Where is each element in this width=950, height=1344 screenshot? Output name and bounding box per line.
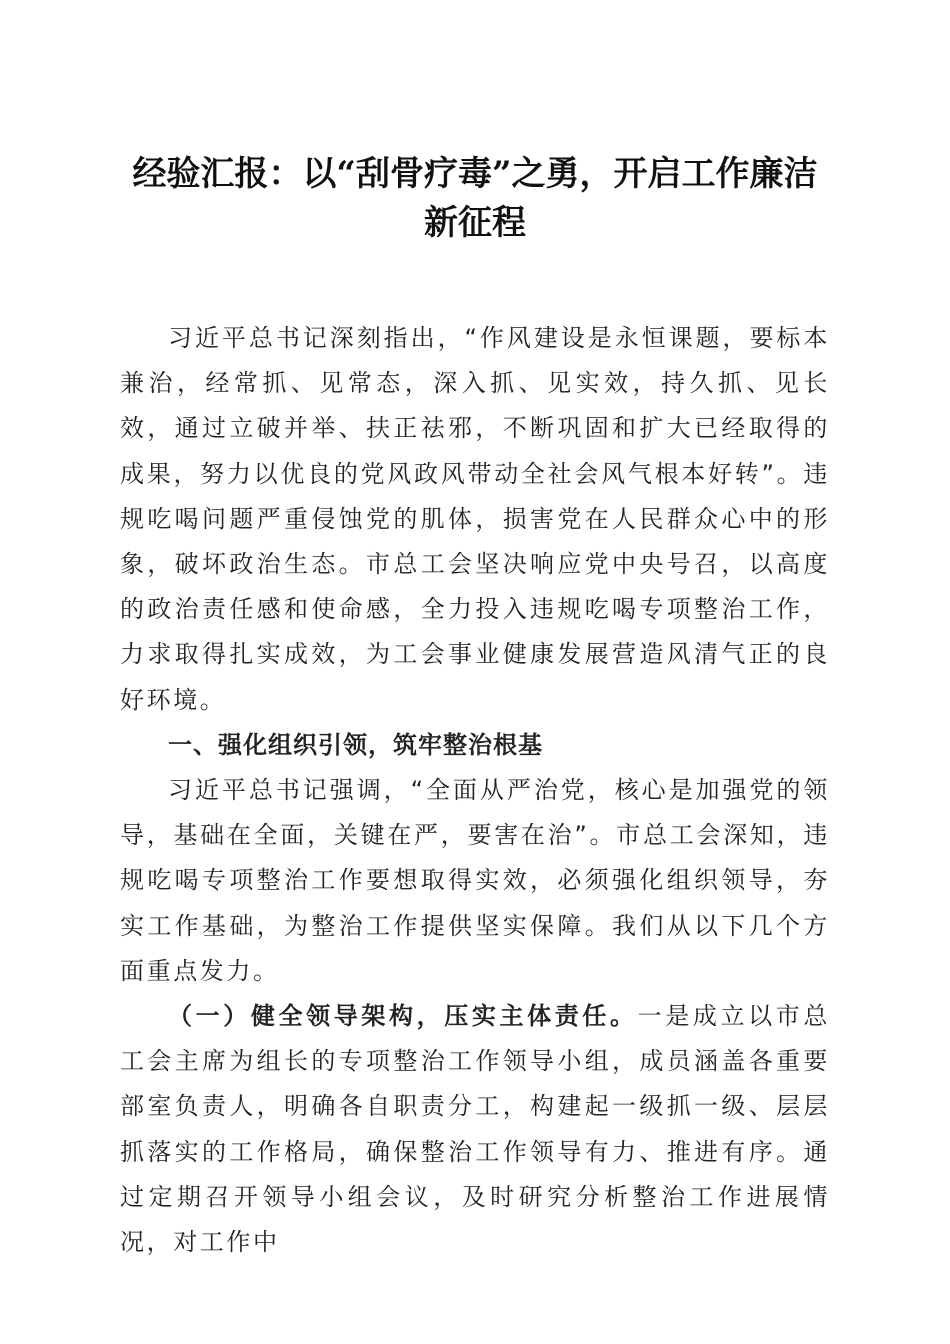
- subsection-body: 一是成立以市总工会主席为组长的专项整治工作领导小组，成员涵盖各重要部室负责人，明确各自职责分工，构建起一级抓一级、层层抓落实的工作格局，确保整治工作领导有力、推进有序。通过定期召开领导小组会议，及时研究分析整治工作进展情况，对工作中: [120, 1002, 830, 1257]
- section-heading: 一、强化组织引领，筑牢整治根基: [168, 730, 543, 759]
- document-title: 经验汇报：以“刮骨疗毒”之勇，开启工作廉洁新征程: [132, 154, 818, 243]
- subsection-lead: （一）健全领导架构，压实主体责任。: [168, 1002, 638, 1031]
- intro-paragraph: 习近平总书记深刻指出，“作风建设是永恒课题，要标本兼治，经常抓、见常态，深入抓、见实效，持久抓、见长效，通过立破并举、扶正祛邪，不断巩固和扩大已经取得的成果，努力以优良的党风政风带动全社会风气根本好转”。违规吃喝问题严重侵蚀党的肌体，损害党在人民群众心中的形象，破坏政治生态。市总工会坚决响应党中央号召，以高度的政治责任感和使命感，全力投入违规吃喝专项整治工作，力求取得扎实成效，为工会事业健康发展营造风清气正的良好环境。: [120, 324, 830, 714]
- section-paragraph: 习近平总书记强调，“全面从严治党，核心是加强党的领导，基础在全面，关键在严，要害在治”。市总工会深知，违规吃喝专项整治工作要想取得实效，必须强化组织领导，夯实工作基础，为整治工作提供坚实保障。我们从以下几个方面重点发力。: [120, 776, 830, 985]
- subsection-paragraph: [120, 994, 830, 1265]
- document-body: [120, 316, 830, 1265]
